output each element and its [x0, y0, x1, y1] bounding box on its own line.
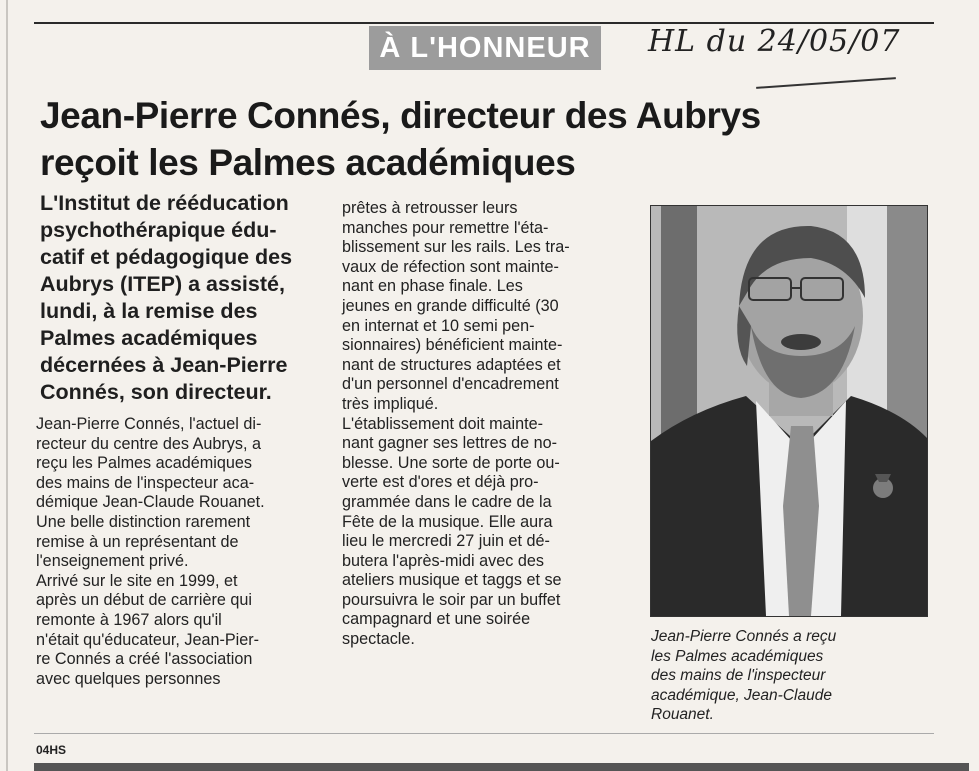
body-line: Fête de la musique. Elle aura [342, 512, 553, 531]
body-line: jeunes en grande difficulté (30 [342, 296, 559, 315]
body-line: manches pour remettre l'éta- [342, 218, 549, 237]
bottom-scan-bar [34, 763, 969, 771]
body-line: remise à un représentant de [36, 532, 239, 551]
lead-line: L'Institut de rééducation [40, 191, 289, 215]
lead-line: psychothérapique édu- [40, 218, 277, 242]
section-rubric: À L'HONNEUR [369, 26, 601, 70]
lead-line: Palmes académiques [40, 326, 258, 350]
headline-line-1: Jean-Pierre Connés, directeur des Aubrys [40, 95, 761, 136]
handwritten-date-note: HL du 24/05/07 [648, 24, 901, 59]
body-line: remonte à 1967 alors qu'il [36, 610, 222, 629]
body-line: blesse. Une sorte de porte ou- [342, 453, 560, 472]
lead-line: Connés, son directeur. [40, 380, 272, 404]
body-line: avec quelques personnes [36, 669, 221, 688]
body-line: Une belle distinction rarement [36, 512, 251, 531]
body-line: recteur du centre des Aubrys, a [36, 434, 261, 453]
body-line: nant en phase finale. Les [342, 277, 523, 296]
body-line: re Connés a créé l'association [36, 650, 253, 669]
caption-line: des mains de l'inspecteur [651, 667, 826, 685]
lead-line: catif et pédagogique des [40, 245, 293, 269]
body-line: L'établissement doit mainte- [342, 414, 544, 433]
body-line: démique Jean-Claude Rouanet. [36, 493, 265, 512]
body-line: nant de structures adaptées et [342, 355, 561, 374]
body-line: ateliers musique et taggs et se [342, 571, 562, 590]
article-column-2 [342, 199, 632, 650]
body-line: poursuivra le soir par un buffet [342, 590, 561, 609]
body-line: n'était qu'éducateur, Jean-Pier- [36, 630, 260, 649]
lead-line: lundi, à la remise des [40, 299, 258, 323]
body-line: sionnaires) bénéficient mainte- [342, 336, 563, 355]
body-line: des mains de l'inspecteur aca- [36, 473, 255, 492]
body-line: en internat et 10 semi pen- [342, 316, 535, 335]
body-line: prêtes à retrousser leurs [342, 199, 518, 217]
portrait-photo [650, 205, 928, 617]
caption-line: académique, Jean-Claude [651, 686, 832, 704]
body-line: campagnard et une soirée [342, 610, 531, 629]
portrait-illustration [651, 206, 927, 616]
handwritten-underline [756, 77, 896, 89]
body-line: l'enseignement privé. [36, 552, 189, 571]
caption-line: Jean-Pierre Connés a reçu [651, 628, 837, 645]
body-line: spectacle. [342, 630, 415, 649]
photo-caption [651, 627, 931, 725]
body-line: grammée dans le cadre de la [342, 492, 552, 511]
caption-line: Rouanet. [651, 706, 714, 724]
bottom-separator [34, 733, 934, 734]
body-line: vaux de réfection sont mainte- [342, 257, 559, 276]
article-lead [40, 190, 330, 406]
article-headline [40, 92, 940, 186]
body-line: verte est d'ores et déjà pro- [342, 473, 539, 492]
body-line: reçu les Palmes académiques [36, 454, 252, 473]
page-code: 04HS [36, 743, 67, 757]
body-line: après un début de carrière qui [36, 591, 252, 610]
lead-line: Aubrys (ITEP) a assisté, [40, 272, 285, 296]
article-column-1 [36, 415, 326, 689]
body-line: très impliqué. [342, 394, 439, 413]
body-line: butera l'après-midi avec des [342, 551, 544, 570]
body-line: Arrivé sur le site en 1999, et [36, 571, 238, 590]
lead-line: décernées à Jean-Pierre [40, 353, 288, 377]
scan-edge [6, 0, 8, 771]
body-line: Jean-Pierre Connés, l'actuel di- [36, 415, 262, 433]
body-line: lieu le mercredi 27 juin et dé- [342, 532, 550, 551]
body-line: blissement sur les rails. Les tra- [342, 238, 570, 257]
caption-line: les Palmes académiques [651, 647, 824, 665]
body-line: d'un personnel d'encadrement [342, 375, 559, 394]
body-line: nant gagner ses lettres de no- [342, 434, 558, 453]
headline-line-2: reçoit les Palmes académiques [40, 142, 576, 183]
